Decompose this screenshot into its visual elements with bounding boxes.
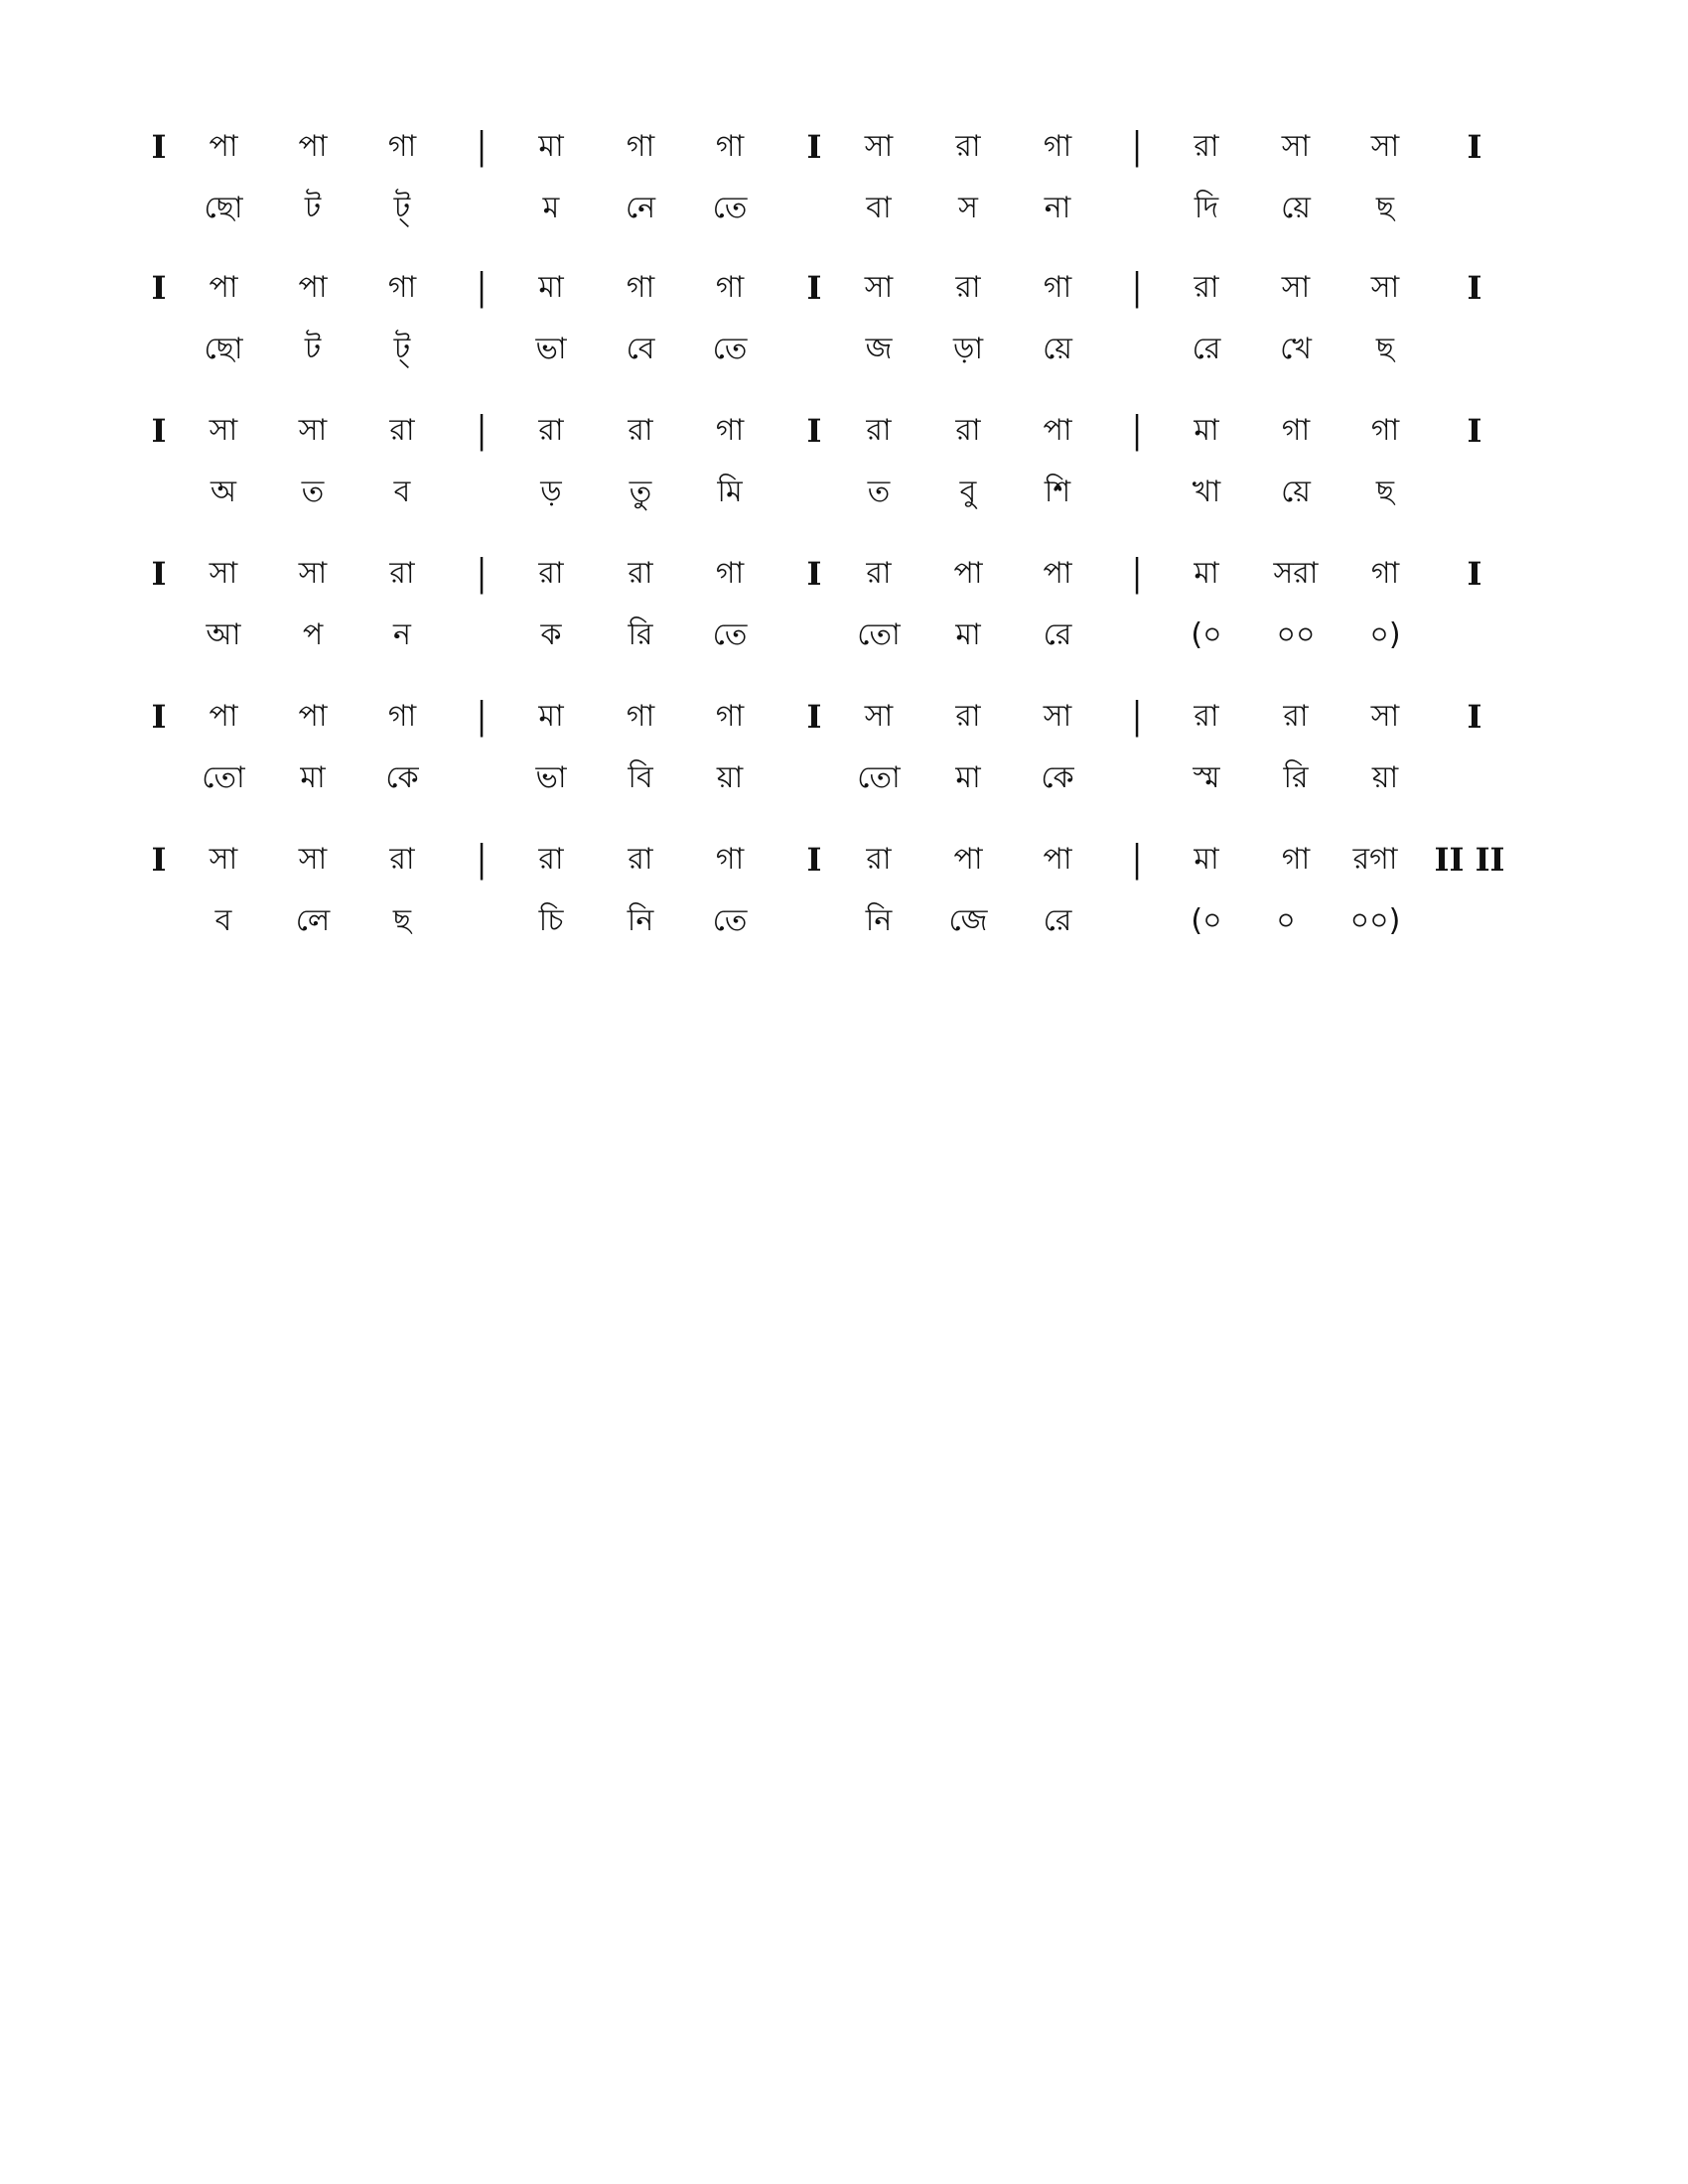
swara-note: রা (866, 413, 892, 448)
swara-row (139, 403, 1529, 459)
lyric-syllable: ছো (204, 191, 243, 225)
lyric-row (139, 608, 1529, 663)
final-bar-line: II II (1434, 841, 1505, 879)
bar-line-major: I (151, 269, 167, 307)
swara-row (139, 119, 1529, 175)
lyric-syllable: ছ (1375, 332, 1395, 366)
lyric-syllable: ট (304, 191, 322, 225)
swara-note: গা (715, 699, 745, 734)
swara-note: মা (538, 699, 564, 734)
lyric-syllable: জে (948, 903, 988, 938)
lyric-syllable: রি (1283, 760, 1309, 795)
swara-note: গা (1281, 842, 1311, 877)
lyric-syllable: তো (857, 617, 901, 652)
lyric-syllable: ভা (535, 332, 567, 366)
swara-row (139, 260, 1529, 316)
lyric-row (139, 322, 1529, 377)
lyric-syllable: ছ (392, 903, 412, 938)
bar-line-minor: | (1131, 124, 1143, 169)
lyric-syllable: তো (857, 760, 901, 795)
lyric-syllable: বা (866, 191, 892, 225)
bar-line-major: I (806, 128, 822, 166)
bar-line-minor: | (476, 694, 488, 739)
lyric-syllable: ছ (1375, 475, 1395, 509)
bar-line-major: I (151, 841, 167, 879)
swara-note: গা (387, 699, 417, 734)
swara-note: রা (955, 413, 981, 448)
swara-note: রা (389, 556, 415, 591)
lyric-syllable: তে (712, 617, 748, 652)
swara-note: গা (715, 413, 745, 448)
swara-note: পা (1043, 556, 1072, 591)
swara-note: রা (628, 413, 653, 448)
bar-line-minor: | (476, 408, 488, 453)
lyric-syllable: খা (1192, 475, 1221, 509)
swara-note: সা (209, 413, 238, 448)
swara-note: রা (866, 556, 892, 591)
bar-line-end: I (1467, 412, 1482, 450)
lyric-syllable: তো (202, 760, 245, 795)
swara-note: পা (1043, 413, 1072, 448)
swara-note: রা (389, 842, 415, 877)
swara-note: গা (715, 556, 745, 591)
swara-note: রা (955, 129, 981, 164)
swara-note: গা (626, 270, 655, 305)
swara-note: রা (955, 699, 981, 734)
swara-note: রা (1194, 699, 1219, 734)
swara-note: গা (626, 699, 655, 734)
lyric-syllable: তু (629, 475, 652, 509)
swara-note: সা (209, 556, 238, 591)
lyric-syllable: রে (1192, 332, 1221, 366)
lyric-syllable: বে (626, 332, 655, 366)
swara-note: সা (298, 413, 328, 448)
lyric-syllable: ছ (1375, 191, 1395, 225)
swara-note: পা (209, 129, 238, 164)
lyric-syllable: মা (955, 760, 981, 795)
lyric-syllable: ০০ (1276, 617, 1316, 652)
lyric-syllable: ০) (1369, 617, 1401, 652)
lyric-syllable: অ (211, 475, 236, 509)
bar-line-minor: | (1131, 551, 1143, 596)
lyric-syllable: ট্ (393, 191, 411, 225)
bar-line-minor: | (1131, 408, 1143, 453)
bar-line-major: I (151, 698, 167, 736)
lyric-row (139, 751, 1529, 806)
lyric-syllable: তে (712, 332, 748, 366)
lyric-row (139, 181, 1529, 236)
bar-line-minor: | (1131, 837, 1143, 882)
bar-line-minor: | (476, 551, 488, 596)
bar-line-end: I (1467, 269, 1482, 307)
swara-note: গা (715, 842, 745, 877)
swara-note: সা (1043, 699, 1072, 734)
lyric-syllable: না (1044, 191, 1071, 225)
lyric-syllable: দি (1194, 191, 1219, 225)
lyric-syllable: (০ (1191, 903, 1222, 938)
lyric-syllable: ত (867, 475, 891, 509)
lyric-syllable: নি (865, 903, 893, 938)
swara-note: রা (538, 842, 564, 877)
lyric-syllable: ক (540, 617, 562, 652)
notation-line (139, 403, 1529, 532)
swara-note: পা (1043, 842, 1072, 877)
swara-note: পা (209, 699, 238, 734)
lyric-syllable: চি (538, 903, 564, 938)
lyric-syllable: জ (865, 332, 893, 366)
swara-note: সা (209, 842, 238, 877)
lyric-syllable: আ (206, 617, 241, 652)
notation-line (139, 119, 1529, 248)
swara-note: সা (864, 270, 894, 305)
swara-note: সা (1370, 270, 1400, 305)
lyric-syllable: প (302, 617, 324, 652)
swara-note: সা (298, 842, 328, 877)
bar-line-major: I (806, 555, 822, 593)
lyric-syllable: য়ে (1043, 332, 1072, 366)
swara-note: মা (1194, 842, 1219, 877)
bar-line-major: I (806, 269, 822, 307)
lyric-syllable: মি (717, 475, 743, 509)
lyric-syllable: ড়া (952, 332, 984, 366)
swara-row (139, 832, 1529, 887)
swara-note: সরা (1273, 556, 1319, 591)
swara-note: সা (1370, 699, 1400, 734)
swara-note: গা (387, 270, 417, 305)
swara-note: সা (1281, 270, 1311, 305)
swara-note: পা (953, 556, 983, 591)
swara-note: গা (1043, 129, 1072, 164)
bar-line-end: I (1467, 698, 1482, 736)
swara-note: রা (628, 556, 653, 591)
lyric-syllable: ভা (535, 760, 567, 795)
lyric-syllable: ড় (540, 475, 562, 509)
swara-note: মা (538, 270, 564, 305)
swara-note: রা (538, 413, 564, 448)
swara-note: রা (538, 556, 564, 591)
swara-note: গা (1281, 413, 1311, 448)
lyric-syllable: য়া (1371, 760, 1399, 795)
lyric-syllable: খে (1280, 332, 1312, 366)
notation-line (139, 260, 1529, 389)
bar-line-end: I (1467, 128, 1482, 166)
lyric-syllable: ব (214, 903, 232, 938)
bar-line-minor: | (476, 837, 488, 882)
swara-note: গা (387, 129, 417, 164)
lyric-syllable: ব (393, 475, 411, 509)
lyric-row (139, 893, 1529, 949)
lyric-syllable: তে (712, 191, 748, 225)
lyric-syllable: বু (959, 475, 977, 509)
lyric-syllable: ০০) (1349, 903, 1401, 938)
bar-line-major: I (151, 555, 167, 593)
lyric-syllable: ছো (204, 332, 243, 366)
bar-line-major: I (806, 698, 822, 736)
lyric-syllable: বি (628, 760, 653, 795)
swara-note: সা (298, 556, 328, 591)
bar-line-minor: | (476, 124, 488, 169)
lyric-syllable: তে (712, 903, 748, 938)
swara-note: গা (626, 129, 655, 164)
swara-note: পা (209, 270, 238, 305)
lyric-syllable: শি (1044, 475, 1071, 509)
swara-note: রা (628, 842, 653, 877)
lyric-syllable: স্ম (1193, 760, 1220, 795)
bar-line-major: I (151, 412, 167, 450)
lyric-syllable: ট (304, 332, 322, 366)
swara-note: মা (1194, 413, 1219, 448)
lyric-syllable: য়ে (1281, 191, 1311, 225)
lyric-row (139, 465, 1529, 520)
swara-note: পা (298, 699, 328, 734)
lyric-syllable: য়া (716, 760, 744, 795)
lyric-syllable: মা (300, 760, 326, 795)
swara-note: মা (1194, 556, 1219, 591)
lyric-syllable: নে (625, 191, 656, 225)
swara-note: মা (538, 129, 564, 164)
swara-note: গা (1043, 270, 1072, 305)
lyric-syllable: ত (301, 475, 325, 509)
swara-note: রা (866, 842, 892, 877)
bar-line-major: I (151, 128, 167, 166)
swara-note: রগা (1352, 842, 1398, 877)
swara-note: পা (298, 270, 328, 305)
lyric-syllable: মা (955, 617, 981, 652)
lyric-syllable: লে (295, 903, 331, 938)
swara-note: সা (1281, 129, 1311, 164)
swara-note: রা (1283, 699, 1309, 734)
swara-note: গা (1370, 556, 1400, 591)
swara-note: গা (715, 270, 745, 305)
swara-note: সা (1370, 129, 1400, 164)
bar-line-minor: | (476, 265, 488, 310)
swara-note: সা (864, 699, 894, 734)
swara-note: গা (1370, 413, 1400, 448)
swara-note: পা (298, 129, 328, 164)
swara-note: রা (389, 413, 415, 448)
lyric-syllable: স (958, 191, 978, 225)
swara-note: পা (953, 842, 983, 877)
lyric-syllable: রি (628, 617, 653, 652)
swara-note: রা (955, 270, 981, 305)
lyric-syllable: ন (393, 617, 411, 652)
bar-line-major: I (806, 841, 822, 879)
lyric-syllable: কে (1041, 760, 1074, 795)
lyric-syllable: ম (542, 191, 560, 225)
bar-line-minor: | (1131, 265, 1143, 310)
lyric-syllable: নি (627, 903, 654, 938)
swara-note: রা (1194, 270, 1219, 305)
lyric-syllable: ০ (1276, 903, 1296, 938)
swara-row (139, 689, 1529, 745)
lyric-syllable: ট্ (393, 332, 411, 366)
bar-line-major: I (806, 412, 822, 450)
swara-row (139, 546, 1529, 602)
swara-note: সা (864, 129, 894, 164)
bar-line-end: I (1467, 555, 1482, 593)
lyric-syllable: কে (385, 760, 419, 795)
lyric-syllable: (০ (1191, 617, 1222, 652)
swara-note: গা (715, 129, 745, 164)
lyric-syllable: রে (1043, 903, 1072, 938)
notation-line (139, 689, 1529, 818)
notation-line (139, 832, 1529, 961)
lyric-syllable: রে (1043, 617, 1072, 652)
lyric-syllable: য়ে (1281, 475, 1311, 509)
swara-note: রা (1194, 129, 1219, 164)
bar-line-minor: | (1131, 694, 1143, 739)
notation-line (139, 546, 1529, 675)
